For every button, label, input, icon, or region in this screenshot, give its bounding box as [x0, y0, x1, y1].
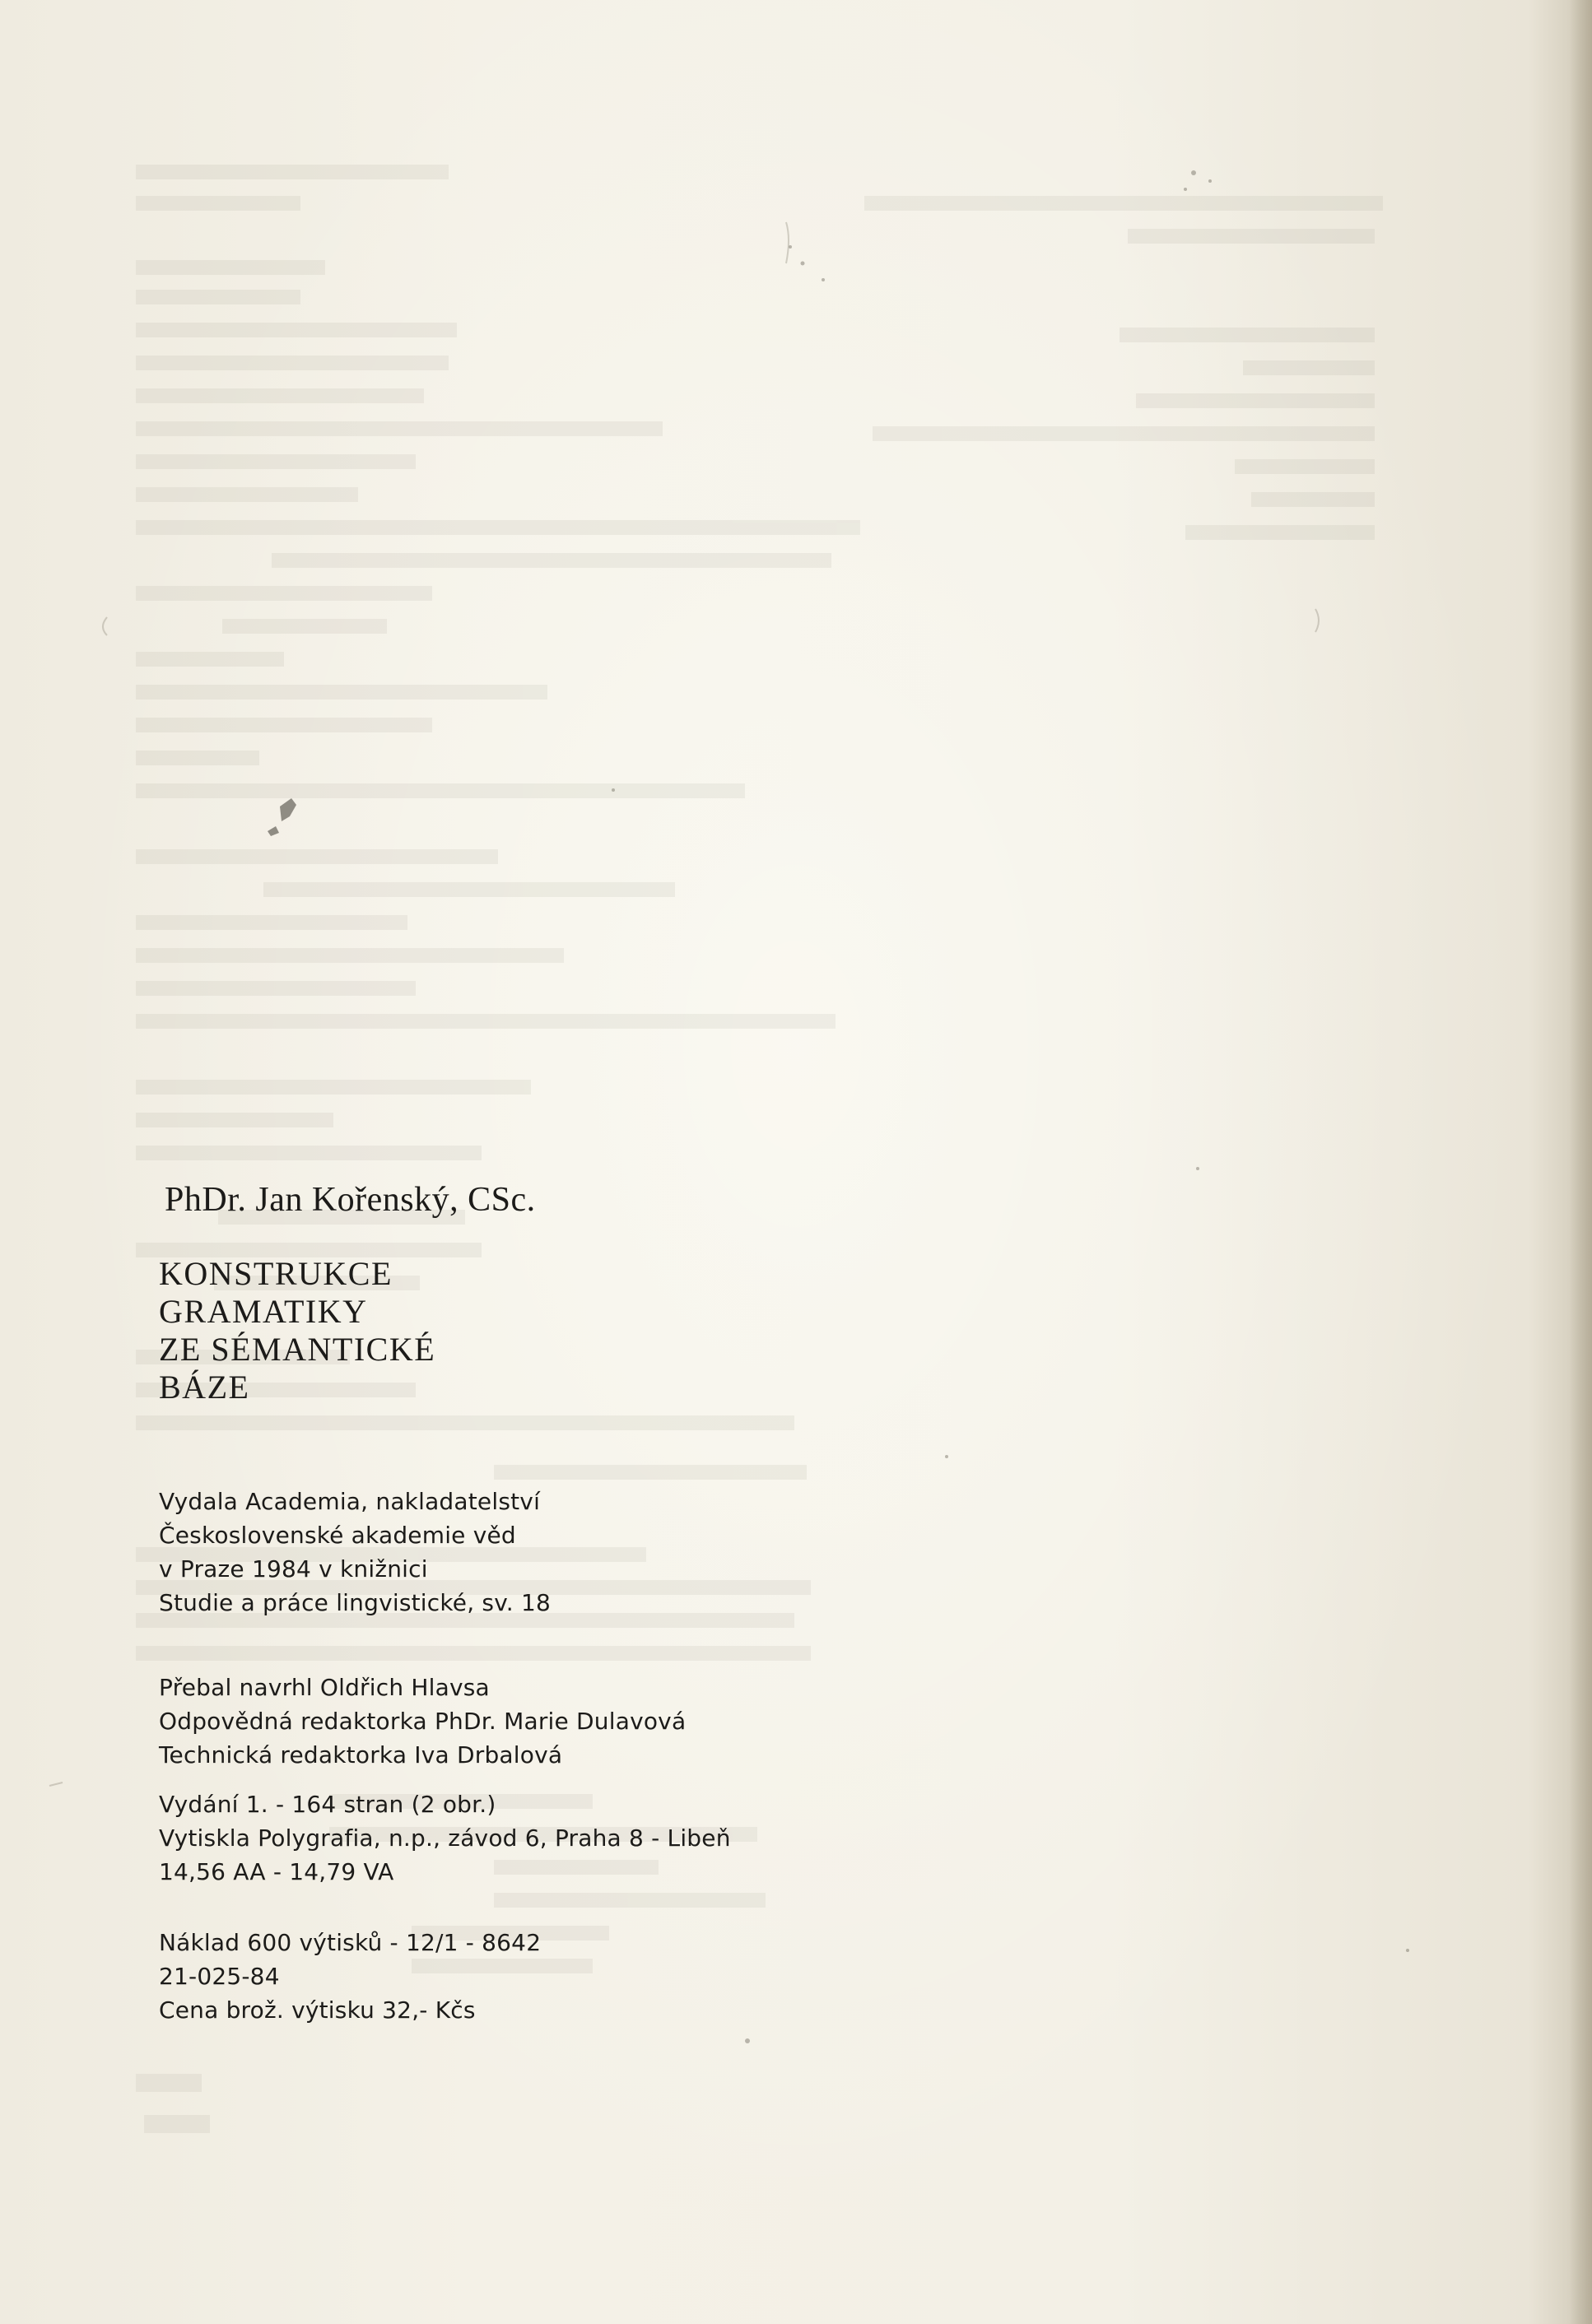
edition-info — [159, 1787, 731, 1889]
publisher-line: Československé akademie věd — [159, 1522, 516, 1549]
print-run-info — [159, 1926, 541, 2027]
technical-editor-line: Technická redaktorka Iva Drbalová — [159, 1741, 563, 1769]
publisher-line: v Praze 1984 v knižnici — [159, 1555, 428, 1583]
printer-line: Vytiskla Polygrafia, n.p., závod 6, Praha 8 - Libeň — [159, 1824, 731, 1852]
code-line: 21-025-84 — [159, 1963, 280, 1990]
book-title — [159, 1255, 435, 1406]
page-edge-shadow — [1569, 0, 1592, 2324]
sheets-line: 14,56 AA - 14,79 VA — [159, 1858, 394, 1885]
price-line: Cena brož. výtisku 32,- Kčs — [159, 1996, 476, 2024]
title-line: GRAMATIKY — [159, 1293, 368, 1330]
editor-line: Odpovědná redaktorka PhDr. Marie Dulavová — [159, 1708, 687, 1735]
credits-info — [159, 1671, 686, 1772]
edition-line: Vydání 1. - 164 stran (2 obr.) — [159, 1791, 496, 1818]
author-name: PhDr. Jan Kořenský, CSc. — [165, 1181, 536, 1219]
title-line: BÁZE — [159, 1369, 250, 1406]
series-line: Studie a práce lingvistické, sv. 18 — [159, 1589, 552, 1616]
print-run-line: Náklad 600 výtisků - 12/1 - 8642 — [159, 1929, 542, 1956]
publisher-info — [159, 1485, 551, 1620]
cover-designer-line: Přebal navrhl Oldřich Hlavsa — [159, 1674, 490, 1701]
title-line: KONSTRUKCE — [159, 1255, 393, 1292]
title-line: ZE SÉMANTICKÉ — [159, 1331, 436, 1368]
publisher-line: Vydala Academia, nakladatelství — [159, 1488, 541, 1515]
